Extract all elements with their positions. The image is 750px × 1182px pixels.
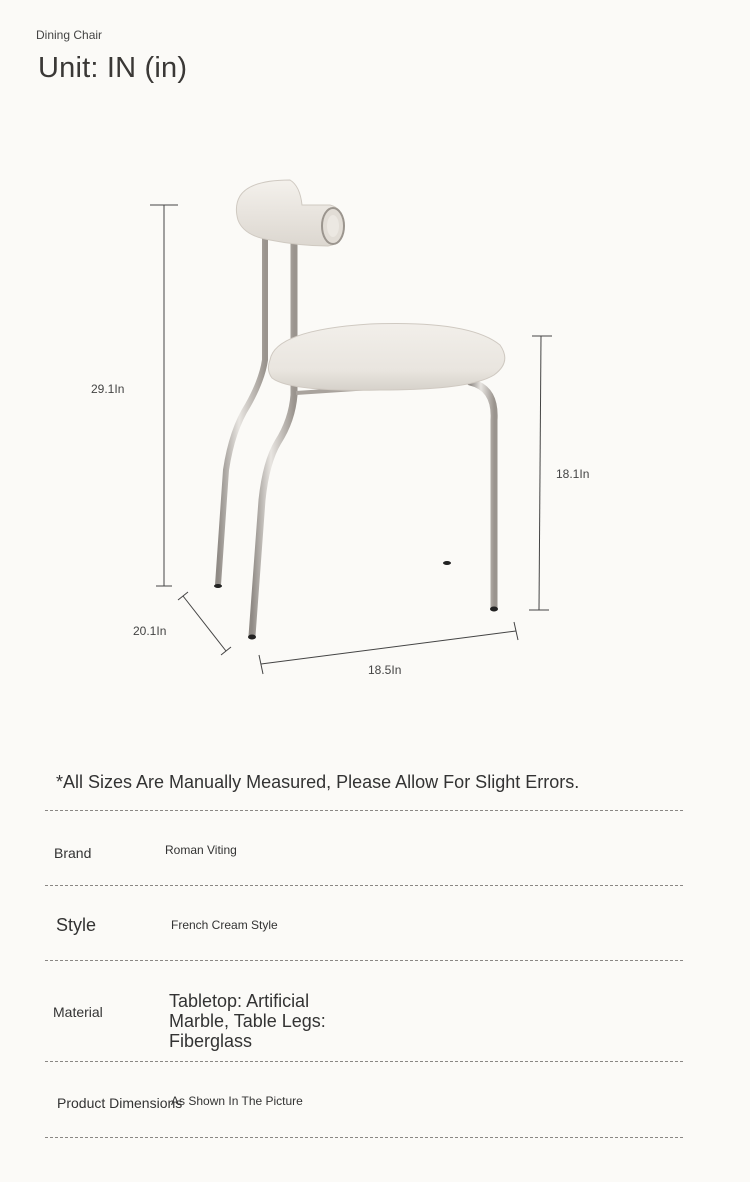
spec-label-product-dimensions: Product Dimensions <box>57 1095 183 1111</box>
spec-label-style: Style <box>56 915 97 935</box>
divider <box>45 1137 683 1138</box>
divider <box>45 960 683 961</box>
height-total-label: 29.1In <box>91 382 125 396</box>
seat-height-label: 18.1In <box>556 467 590 481</box>
depth-dimension-line <box>178 592 231 655</box>
width-label: 18.5In <box>368 663 402 677</box>
seat-height-dimension-line <box>529 336 552 610</box>
measurement-note: *All Sizes Are Manually Measured, Please Allow For Slight Errors. <box>56 772 580 792</box>
divider <box>45 810 683 811</box>
product-type-label: Dining Chair <box>36 28 103 42</box>
spec-label-brand: Brand <box>54 845 92 861</box>
spec-label-material: Material <box>53 1004 103 1020</box>
spec-value-material: Tabletop: Artificial Marble, Table Legs: Fiberglass <box>169 991 326 1051</box>
spec-value-brand: Roman Viting <box>165 843 237 857</box>
divider <box>45 1061 683 1062</box>
spec-value-style: French Cream Style <box>171 918 278 932</box>
divider <box>45 885 683 886</box>
depth-label: 20.1In <box>133 624 167 638</box>
height-dimension-line <box>150 205 178 586</box>
chair-image <box>214 180 505 640</box>
spec-value-product-dimensions: As Shown In The Picture <box>171 1094 303 1108</box>
unit-title: Unit: IN (in) <box>38 52 188 84</box>
